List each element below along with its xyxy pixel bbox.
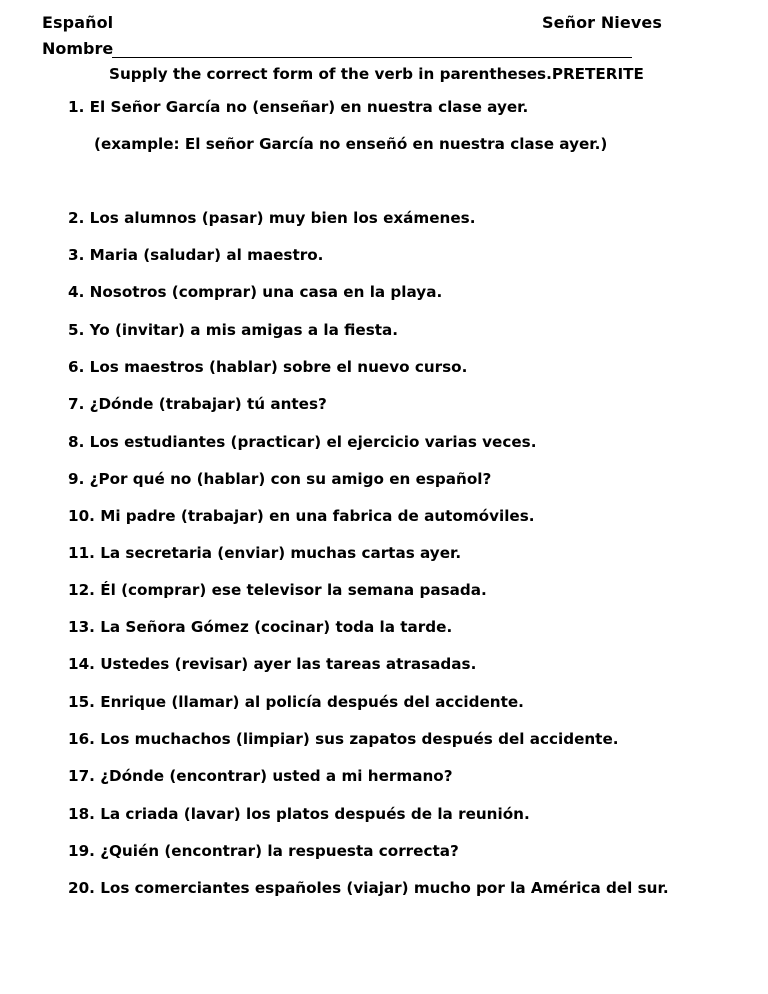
exercise-item xyxy=(68,617,452,637)
exercise-item xyxy=(68,357,467,377)
exercise-number: 1. xyxy=(68,98,85,116)
name-label: Nombre xyxy=(42,39,114,58)
exercise-number: 17. xyxy=(68,767,95,785)
exercise-item xyxy=(68,432,536,452)
exercise-text: La Señora Gómez (cocinar) toda la tarde. xyxy=(100,618,453,636)
exercise-text: ¿Por qué no (hablar) con su amigo en español? xyxy=(89,470,492,488)
exercise-item xyxy=(68,766,453,786)
exercise-number: 8. xyxy=(68,433,85,451)
exercise-item xyxy=(68,282,442,302)
exercise-text: Él (comprar) ese televisor la semana pasada. xyxy=(100,581,487,599)
exercise-item xyxy=(68,320,398,340)
exercise-number: 14. xyxy=(68,655,95,673)
exercise-item xyxy=(68,469,491,489)
exercise-number: 5. xyxy=(68,321,85,339)
exercise-item xyxy=(68,878,669,898)
exercise-number: 11. xyxy=(68,544,95,562)
exercise-item xyxy=(68,543,461,563)
exercise-number: 18. xyxy=(68,805,95,823)
exercise-item xyxy=(68,804,530,824)
exercise-number: 6. xyxy=(68,358,85,376)
example-sentence: (example: El señor García no enseñó en nuestra clase ayer.) xyxy=(94,135,608,153)
exercise-number: 19. xyxy=(68,842,95,860)
exercise-number: 3. xyxy=(68,246,85,264)
exercise-text: El Señor García no (enseñar) en nuestra clase ayer. xyxy=(89,98,529,116)
exercise-number: 13. xyxy=(68,618,95,636)
exercise-text: La secretaria (enviar) muchas cartas ayer. xyxy=(100,544,462,562)
exercise-item xyxy=(68,506,535,526)
exercise-text: Maria (saludar) al maestro. xyxy=(89,246,324,264)
instructions: Supply the correct form of the verb in parentheses.PRETERITE xyxy=(109,65,644,83)
exercise-text: Enrique (llamar) al policía después del accidente. xyxy=(100,693,524,711)
exercise-item xyxy=(68,654,476,674)
name-blank-line xyxy=(112,57,632,58)
exercise-text: Nosotros (comprar) una casa en la playa. xyxy=(89,283,443,301)
exercise-text: ¿Dónde (trabajar) tú antes? xyxy=(89,395,327,413)
exercise-text: Ustedes (revisar) ayer las tareas atrasadas. xyxy=(100,655,477,673)
exercise-text: La criada (lavar) los platos después de la reunión. xyxy=(100,805,530,823)
teacher-name: Señor Nieves xyxy=(542,13,662,32)
exercise-item xyxy=(68,580,487,600)
exercise-text: Los muchachos (limpiar) sus zapatos después del accidente. xyxy=(100,730,619,748)
exercise-number: 7. xyxy=(68,395,85,413)
course-title: Español xyxy=(42,13,114,32)
exercise-text: Yo (invitar) a mis amigas a la fiesta. xyxy=(89,321,399,339)
exercise-text: Los comerciantes españoles (viajar) mucho por la América del sur. xyxy=(100,879,669,897)
exercise-number: 4. xyxy=(68,283,85,301)
exercise-item xyxy=(68,245,323,265)
exercise-item xyxy=(68,394,327,414)
exercise-item xyxy=(68,841,459,861)
exercise-item xyxy=(68,729,619,749)
exercise-number: 9. xyxy=(68,470,85,488)
exercise-text: ¿Quién (encontrar) la respuesta correcta? xyxy=(100,842,459,860)
exercise-number: 2. xyxy=(68,209,85,227)
exercise-item xyxy=(68,692,524,712)
exercise-number: 16. xyxy=(68,730,95,748)
exercise-text: Los estudiantes (practicar) el ejercicio varias veces. xyxy=(89,433,537,451)
exercise-number: 15. xyxy=(68,693,95,711)
exercise-number: 12. xyxy=(68,581,95,599)
exercise-number: 10. xyxy=(68,507,95,525)
exercise-item xyxy=(68,97,528,117)
exercise-text: ¿Dónde (encontrar) usted a mi hermano? xyxy=(100,767,453,785)
exercise-text: Los maestros (hablar) sobre el nuevo curso. xyxy=(89,358,468,376)
exercise-text: Los alumnos (pasar) muy bien los exámenes. xyxy=(89,209,476,227)
exercise-item xyxy=(68,208,475,228)
exercise-text: Mi padre (trabajar) en una fabrica de automóviles. xyxy=(100,507,535,525)
exercise-number: 20. xyxy=(68,879,95,897)
